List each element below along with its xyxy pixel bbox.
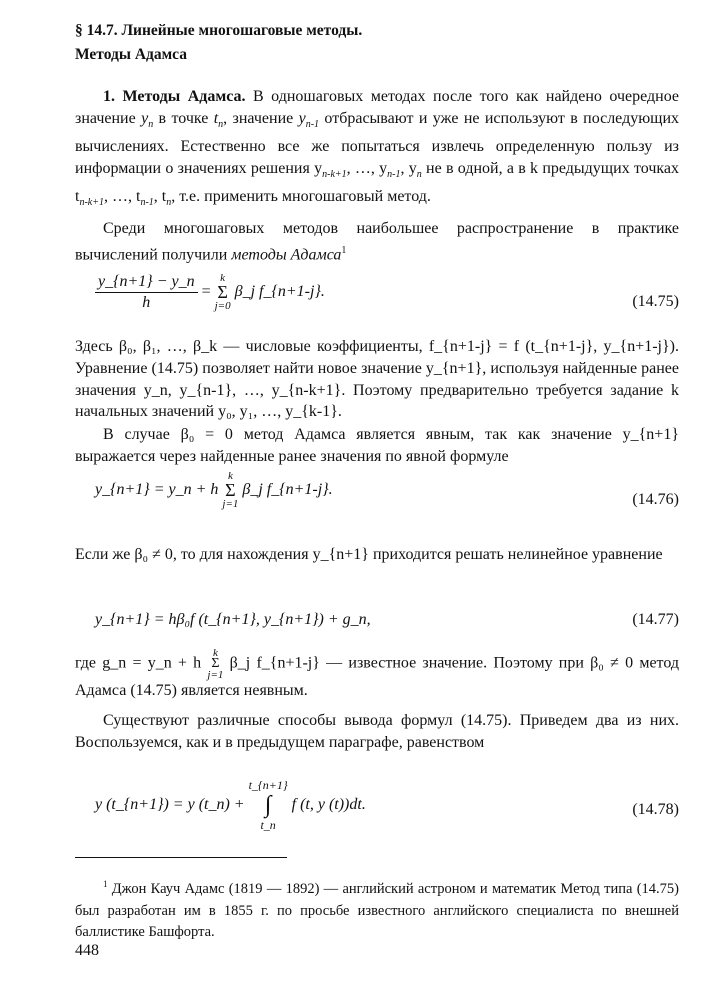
sum-upper-limit: k: [220, 272, 226, 284]
math-sub: n-1: [140, 196, 154, 208]
formula-rhs: β_j f_{n+1-j}.: [242, 481, 333, 498]
equation-number: (14.78): [632, 801, 679, 818]
math-sub: n: [416, 168, 422, 180]
formula-14-77: [95, 590, 679, 650]
text-run: В случае β₀ = 0 метод Адамса является явным, так как значение y_{n+1} выражается через найденные ранее значения по явной формуле: [75, 426, 679, 465]
fraction-numerator: y_{n+1} − y_n: [95, 273, 198, 293]
text-run: отбрасывают и уже не используют в последующих вычислениях. Естественно все же попытаться извлечь определенную пользу из информации о значениях решения y: [75, 109, 680, 177]
section-number: § 14.7.: [75, 22, 118, 39]
text-run: β_j f_{n+1-j} — известное значение. Поэтому при β₀ ≠ 0 метод Адамса (14.75) является неявным.: [75, 654, 680, 699]
formula-lhs: y_{n+1} = y_n + h: [95, 481, 219, 498]
math-sub: n-1: [387, 168, 401, 180]
text-run: Здесь β₀, β₁, …, β_k — числовые коэффициенты, f_{n+1-j} = f (t_{n+1-j}, y_{n+1-j}). Уравнение (14.75) позволяет найти новое значение y_{n+1}, используя найденные ранее значения y_n, y_{n-1}, …, y_{n-k+1}. Поэтому предварительно требуется задание k начальных значений y₀, y₁, …, y_{k-1}.: [75, 338, 679, 421]
text-run: Если же β₀ ≠ 0, то для нахождения y_{n+1} приходится решать нелинейное уравнение: [75, 546, 663, 563]
section-heading: [75, 22, 362, 40]
paragraph-1: [75, 86, 679, 214]
math-sub: n-1: [305, 118, 320, 130]
formula-14-75: $\frac{y\_\{n+1\} - y\_n}{h}$ = k Σ j=0 β_j f_{n+1-j}. (14.75): [95, 272, 679, 332]
formula-rhs: β_j f_{n+1-j}.: [234, 283, 325, 300]
footnote-divider: [75, 857, 287, 858]
text-run: где g_n = y_n + h: [75, 654, 202, 672]
paragraph-2: [75, 218, 679, 266]
fraction: [95, 273, 198, 312]
formula-14-76: [95, 470, 679, 530]
sum-lower-limit: j=1: [222, 498, 239, 510]
equation-number: (14.76): [632, 491, 679, 508]
math-sub: n: [218, 118, 224, 130]
text-run: , значение: [223, 109, 294, 127]
text-run: , y: [400, 159, 417, 177]
text-run: , т.е. применить многошаговый метод.: [171, 187, 431, 205]
paragraph-5: [75, 544, 679, 566]
text-run: , …, t: [103, 187, 141, 205]
sum-symbol: k Σ j=1: [222, 470, 239, 510]
footnote: [75, 874, 679, 944]
integral-symbol: t_{n+1} ∫ t_n: [248, 778, 288, 832]
integral-upper-limit: t_{n+1}: [248, 778, 288, 792]
sum-symbol: k Σ j=0: [214, 272, 231, 312]
footnote-ref: 1: [341, 244, 347, 256]
paragraph-6: [75, 648, 679, 702]
sum-lower-limit: j=1: [207, 669, 224, 681]
fraction-denominator: h: [142, 293, 151, 311]
text-run: , …, y: [346, 159, 388, 177]
text-run: , t: [153, 187, 167, 205]
paragraph-3: [75, 336, 679, 423]
sum-symbol: k Σ j=1: [207, 647, 224, 681]
footnote-mark: 1: [103, 879, 108, 889]
formula-expression: y_{n+1} = hβ₀f (t_{n+1}, y_{n+1}) + g_n,: [95, 611, 371, 628]
formula-14-78: [95, 778, 679, 842]
math-var: t: [213, 109, 219, 127]
equation-number: (14.75): [632, 293, 679, 310]
paragraph-7: [75, 710, 679, 754]
section-title: Линейные многошаговые методы.: [121, 22, 363, 39]
formula-lhs: y (t_{n+1}) = y (t_n) +: [95, 796, 245, 813]
equation-number: (14.77): [632, 611, 679, 628]
text-run: Существуют различные способы вывода формул (14.75). Приведем два из них. Воспользуемся, как и в предыдущем параграфе, равенством: [75, 712, 679, 751]
footnote-text: Джон Кауч Адамс (1819 — 1892) — английский астроном и математик Метод типа (14.75) был разработан им в 1855 г. по просьбе известного английского специалиста по внешней баллистике Башфорта.: [75, 880, 679, 941]
math-sub: n-k+1: [79, 196, 104, 208]
term-adams-methods: методы Адамса: [231, 246, 342, 264]
text-run: Среди многошаговых методов наибольшее распространение в практике вычислений получили: [75, 220, 679, 264]
text-run: В одношаговых методах после того как найдено очередное значение: [75, 88, 680, 127]
text-run: в точке: [158, 109, 209, 127]
paragraph-lead: 1. Методы Адамса.: [103, 88, 246, 105]
paragraph-4: [75, 424, 679, 468]
text-run: не в одной, а в k предыдущих точках t: [75, 159, 679, 205]
page-number: 448: [75, 942, 99, 959]
sum-lower-limit: j=0: [214, 300, 231, 312]
integral-lower-limit: t_n: [260, 818, 276, 832]
sum-upper-limit: k: [227, 470, 233, 482]
math-sub: n: [166, 196, 172, 208]
math-var: y: [141, 109, 149, 127]
math-sub: n: [148, 118, 154, 130]
sum-upper-limit: k: [212, 647, 218, 659]
formula-rhs: f (t, y (t))dt.: [291, 796, 366, 813]
math-var: y: [298, 109, 306, 127]
math-sub: n-k+1: [322, 168, 347, 180]
section-subtitle: Методы Адамса: [75, 46, 187, 63]
